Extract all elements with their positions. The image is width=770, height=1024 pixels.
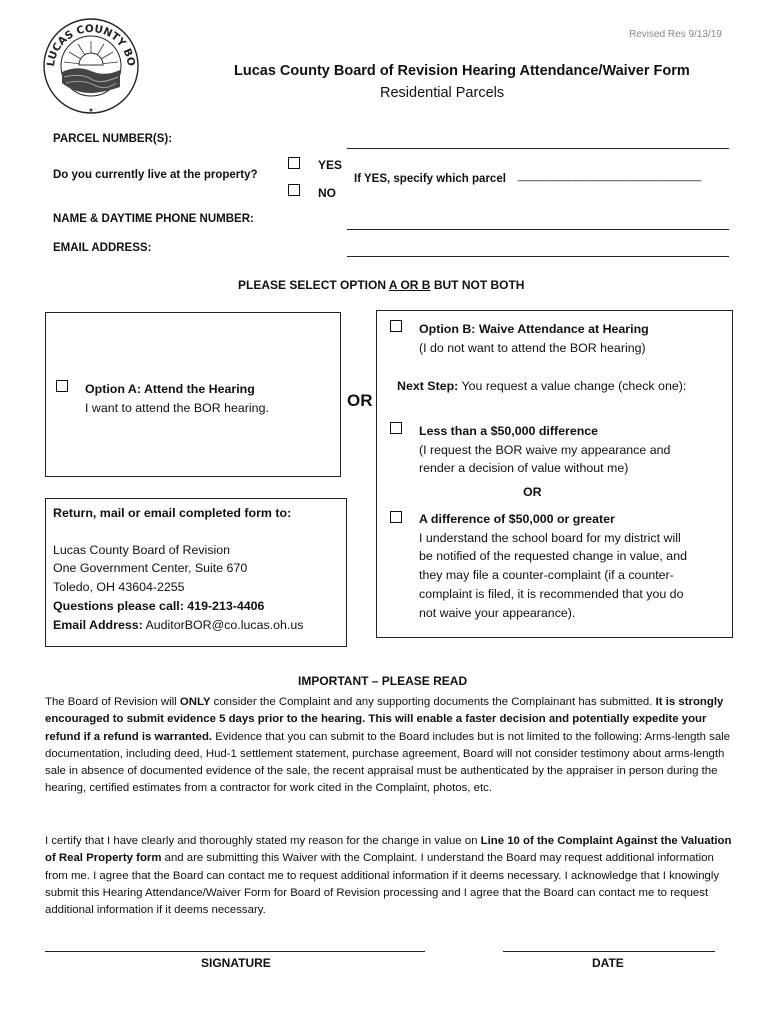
email-address-field[interactable]: [347, 256, 729, 257]
over-50k-title: A difference of $50,000 or greater: [419, 512, 615, 526]
name-phone-label: NAME & DAYTIME PHONE NUMBER:: [53, 213, 254, 225]
signature-label: SIGNATURE: [201, 956, 271, 970]
next-step-text: You request a value change (check one):: [458, 379, 687, 393]
option-a-desc: I want to attend the BOR hearing.: [85, 401, 269, 415]
no-checkbox[interactable]: [288, 184, 300, 196]
email-line: [53, 618, 303, 632]
email-line-label: Email Address:: [53, 618, 143, 632]
specify-parcel-label: If YES, specify which parcel: [354, 173, 506, 185]
option-a-checkbox[interactable]: [56, 380, 68, 392]
option-b-title: Option B: Waive Attendance at Hearing: [419, 322, 649, 336]
date-line[interactable]: [503, 951, 715, 952]
option-b-or: OR: [523, 485, 542, 499]
over-50k-line-1: I understand the school board for my district will: [419, 531, 681, 545]
form-title: Lucas County Board of Revision Hearing Attendance/Waiver Form: [234, 63, 690, 79]
p2-c: and are submitting this Waiver with the Complaint. I understand the Board may request additional information from me. I agree that the Board can contact me to request additional information if it deems necessary. I acknowledge that I knowingly submit this Hearing Attendance/Waiver Form for Board of Revision processing and I agree that the Board can contact me to request additional information if it deems necessary.: [45, 852, 720, 917]
return-line-3: Toledo, OH 43604-2255: [53, 580, 185, 594]
p1-evidence: Evidence that you can submit to the Board includes but is not limited to the following: Arms-length sale documentation, including deed, Hud-1 settlement statement, purchase agreement, Board will not consider testimony about arms-length sale in absence of documented evidence of the sale, the recent appraisal must be authenticated by the appraiser in person during the hearing, certified estimates from a contractor for work cited in the Complaint, photos, etc.: [45, 730, 731, 795]
over-50k-line-2: be notified of the requested change in value, and: [419, 549, 687, 563]
form-subtitle: Residential Parcels: [380, 85, 505, 101]
option-b-box: [376, 310, 733, 638]
less-than-50k-checkbox[interactable]: [390, 422, 402, 434]
important-paragraph-2: [45, 833, 733, 919]
no-label: NO: [318, 186, 336, 200]
p1-a: The Board of Revision will: [45, 696, 180, 708]
p1-encouraged: It is strongly encouraged to submit evidence 5 days prior to the hearing. This will enable a faster decision and potentially expedite your refund if a refund is warranted.: [45, 696, 724, 743]
name-phone-field[interactable]: [347, 229, 729, 230]
next-step: [397, 379, 686, 393]
yes-checkbox[interactable]: [288, 157, 300, 169]
return-line-2: One Government Center, Suite 670: [53, 561, 248, 575]
email-line-value[interactable]: AuditorBOR@co.lucas.oh.us: [142, 618, 304, 632]
email-address-label: EMAIL ADDRESS:: [53, 242, 152, 254]
p2-a: I certify that I have clearly and thoroughly stated my reason for the change in value on: [45, 835, 481, 847]
revised-date: Revised Res 9/13/19: [629, 29, 722, 40]
select-prefix: PLEASE SELECT OPTION: [238, 278, 389, 292]
return-heading: Return, mail or email completed form to:: [53, 506, 292, 520]
signature-line[interactable]: [45, 951, 425, 952]
p2-line-10: Line 10 of the Complaint Against the Valuation of Real Property form: [45, 835, 732, 865]
parcel-number-field[interactable]: [347, 148, 729, 149]
return-address-box: [45, 498, 347, 647]
select-suffix: BUT NOT BOTH: [430, 278, 525, 292]
option-b-checkbox[interactable]: [390, 320, 402, 332]
specify-parcel-field[interactable]: ________________________________: [518, 170, 701, 182]
parcel-number-label: PARCEL NUMBER(S):: [53, 133, 173, 145]
select-option-instruction: [238, 278, 524, 292]
less-than-50k-line-1: (I request the BOR waive my appearance and: [419, 443, 671, 457]
date-label: DATE: [592, 956, 624, 970]
over-50k-line-3: they may file a counter-complaint (if a counter-: [419, 568, 674, 582]
or-divider: OR: [347, 391, 373, 410]
live-at-property-label: Do you currently live at the property?: [53, 169, 258, 181]
svg-text:★: ★: [88, 108, 94, 114]
yes-label: YES: [318, 158, 343, 172]
next-step-label: Next Step:: [397, 379, 459, 393]
option-a-title: Option A: Attend the Hearing: [85, 382, 255, 396]
seal-text: LUCAS COUNTY BO: [45, 22, 137, 68]
p1-c: consider the Complaint and any supporting documents the Complainant has submitted.: [210, 696, 656, 708]
less-than-50k-line-2: render a decision of value without me): [419, 461, 629, 475]
select-underlined: A OR B: [388, 278, 431, 292]
board-seal: [42, 17, 140, 115]
important-heading: IMPORTANT – PLEASE READ: [298, 674, 468, 688]
option-a-box: [45, 312, 341, 477]
important-paragraph-1: [45, 694, 733, 798]
option-b-desc: (I do not want to attend the BOR hearing): [419, 341, 646, 355]
return-line-1: Lucas County Board of Revision: [53, 543, 231, 557]
over-50k-line-5: not waive your appearance).: [419, 606, 576, 620]
over-50k-checkbox[interactable]: [390, 511, 402, 523]
less-than-50k-title: Less than a $50,000 difference: [419, 424, 599, 438]
questions-phone: Questions please call: 419-213-4406: [53, 599, 265, 613]
over-50k-line-4: complaint is filed, it is recommended that you do: [419, 587, 684, 601]
p1-only: ONLY: [179, 696, 211, 708]
